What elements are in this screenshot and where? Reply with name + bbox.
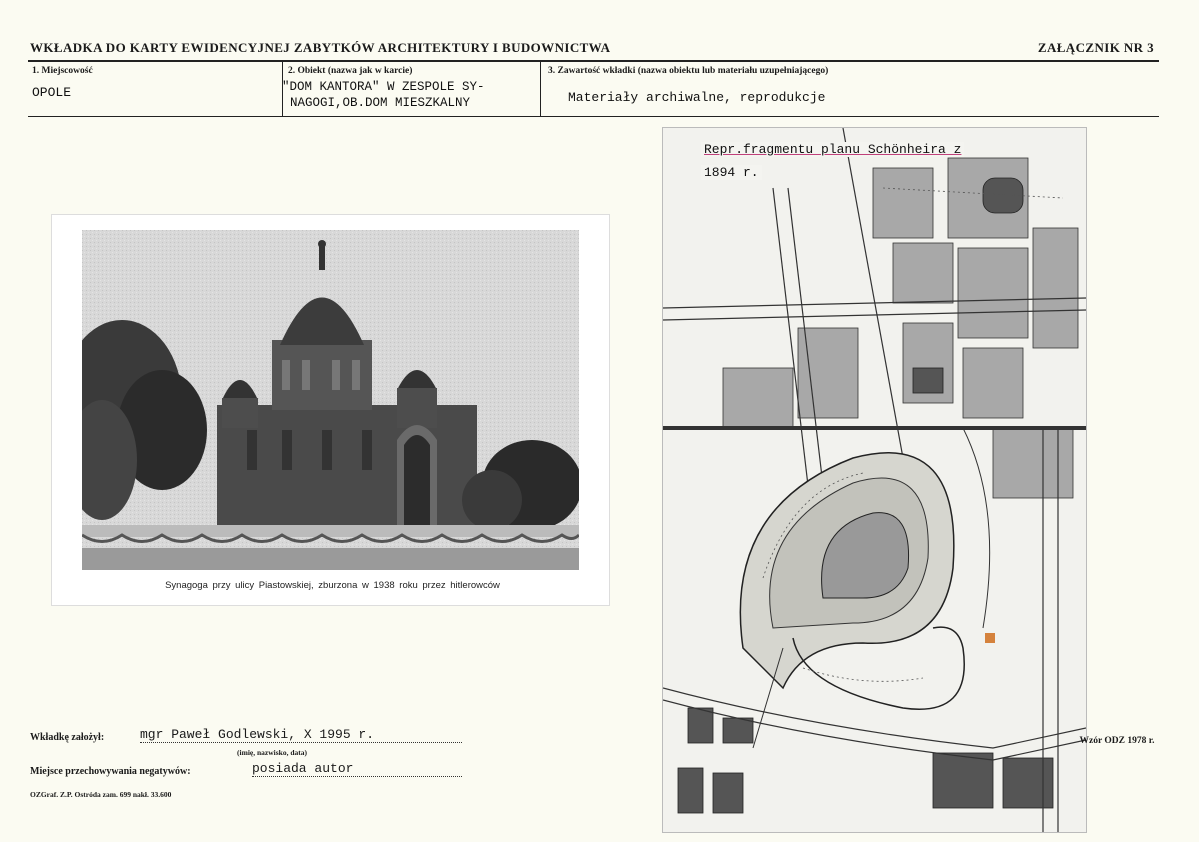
storage-label: Miejsce przechowywania negatywów: xyxy=(30,766,191,777)
author-sublabel: (imię, nazwisko, data) xyxy=(237,748,307,757)
content-value: Materiały archiwalne, reprodukcje xyxy=(568,90,826,105)
field-divider xyxy=(540,62,541,116)
author-value: mgr Paweł Godlewski, X 1995 r. xyxy=(140,727,462,743)
map-caption-line2: 1894 r. xyxy=(701,165,762,180)
locality-value: OPOLE xyxy=(32,85,72,100)
map-caption-line1: Repr.fragmentu planu Schönheira z xyxy=(701,142,964,157)
print-info: OZGraf. Z.P. Ostróda zam. 699 nakł. 33.600 xyxy=(30,790,172,799)
locality-label: 1. Miejscowość xyxy=(32,66,93,76)
author-label: Wkładkę założył: xyxy=(30,732,105,743)
annex-number: ZAŁĄCZNIK NR 3 xyxy=(1037,40,1154,55)
map-drawing xyxy=(663,128,1086,832)
object-value-line1: "DOM KANTORA" W ZESPOLE SY- xyxy=(282,80,485,94)
photo-caption: Synagoga przy ulicy Piastowskiej, zburzona w 1938 roku przez hitlerowców xyxy=(165,580,500,591)
object-value-line2: NAGOGI,OB.DOM MIESZKALNY xyxy=(290,96,471,110)
synagogue-photo-card xyxy=(52,215,609,605)
form-model: Wzór ODZ 1978 r. xyxy=(1079,736,1155,746)
header-rule xyxy=(28,60,1159,62)
city-plan-map xyxy=(663,128,1086,832)
fields-rule xyxy=(28,116,1159,117)
object-label: 2. Obiekt (nazwa jak w karcie) xyxy=(288,66,413,76)
content-label: 3. Zawartość wkładki (nazwa obiektu lub materiału uzupełniającego) xyxy=(548,66,829,76)
card-title: WKŁADKA DO KARTY EWIDENCYJNEJ ZABYTKÓW ARCHITEKTURY I BUDOWNICTWA xyxy=(30,40,611,55)
storage-value: posiada autor xyxy=(252,761,462,777)
synagogue-photo xyxy=(82,230,579,570)
